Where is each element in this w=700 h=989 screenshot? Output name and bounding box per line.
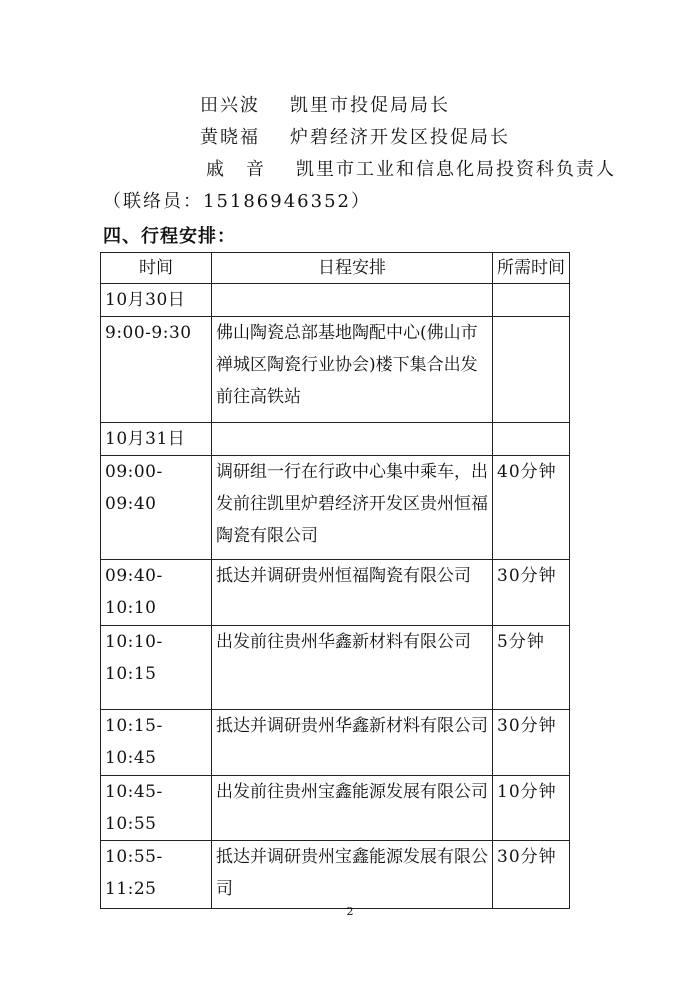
table-row [101, 284, 570, 317]
cell-schedule: 抵达并调研贵州恒福陶瓷有限公司 [212, 560, 493, 626]
header-time: 时间 [101, 253, 212, 284]
cell-time: 09:40-10:10 [101, 560, 212, 626]
liaison-line: （联络员：15186946352） [103, 191, 371, 212]
header-schedule: 日程安排 [212, 253, 493, 284]
cell-duration [493, 284, 570, 317]
cell-time: 10月31日 [101, 423, 212, 456]
contact-line [206, 158, 616, 182]
cell-schedule: 出发前往贵州华鑫新材料有限公司 [212, 626, 493, 710]
table-row [101, 317, 570, 423]
contact-line [200, 94, 450, 118]
cell-time: 10:55-11:25 [101, 841, 212, 909]
cell-time: 10:45-10:55 [101, 776, 212, 841]
cell-duration: 30分钟 [493, 841, 570, 909]
cell-schedule [212, 284, 493, 317]
cell-time: 10:15-10:45 [101, 710, 212, 776]
contact-line [200, 126, 510, 150]
contact-name: 戚 音 [206, 159, 266, 180]
cell-time: 09:00-09:40 [101, 456, 212, 560]
table-row [101, 776, 570, 841]
header-duration: 所需时间 [493, 253, 570, 284]
schedule-table [100, 252, 570, 909]
cell-time: 10月30日 [101, 284, 212, 317]
table-row [101, 456, 570, 560]
table-row [101, 841, 570, 909]
cell-time: 9:00-9:30 [101, 317, 212, 423]
contact-role: 凯里市工业和信息化局投资科负责人 [296, 159, 616, 180]
contact-role: 炉碧经济开发区投促局长 [290, 127, 510, 148]
table-header-row [101, 253, 570, 284]
page-number: 2 [346, 905, 354, 918]
cell-schedule: 调研组一行在行政中心集中乘车，出发前往凯里炉碧经济开发区贵州恒福陶瓷有限公司 [212, 456, 493, 560]
cell-duration [493, 423, 570, 456]
contact-role: 凯里市投促局局长 [290, 95, 450, 116]
cell-duration: 30分钟 [493, 560, 570, 626]
cell-duration [493, 317, 570, 423]
cell-time: 10:10-10:15 [101, 626, 212, 710]
table-row [101, 626, 570, 710]
cell-schedule [212, 423, 493, 456]
table-row [101, 423, 570, 456]
table-row [101, 560, 570, 626]
cell-schedule: 抵达并调研贵州华鑫新材料有限公司 [212, 710, 493, 776]
contact-name: 田兴波 [200, 95, 260, 116]
contact-name: 黄晓福 [200, 127, 260, 148]
cell-duration: 40分钟 [493, 456, 570, 560]
table-row [101, 710, 570, 776]
cell-schedule: 佛山陶瓷总部基地陶配中心(佛山市禅城区陶瓷行业协会)楼下集合出发前往高铁站 [212, 317, 493, 423]
section-heading: 四、行程安排： [103, 226, 236, 247]
cell-duration: 30分钟 [493, 710, 570, 776]
cell-duration: 5分钟 [493, 626, 570, 710]
cell-schedule: 出发前往贵州宝鑫能源发展有限公司 [212, 776, 493, 841]
cell-duration: 10分钟 [493, 776, 570, 841]
cell-schedule: 抵达并调研贵州宝鑫能源发展有限公司 [212, 841, 493, 909]
